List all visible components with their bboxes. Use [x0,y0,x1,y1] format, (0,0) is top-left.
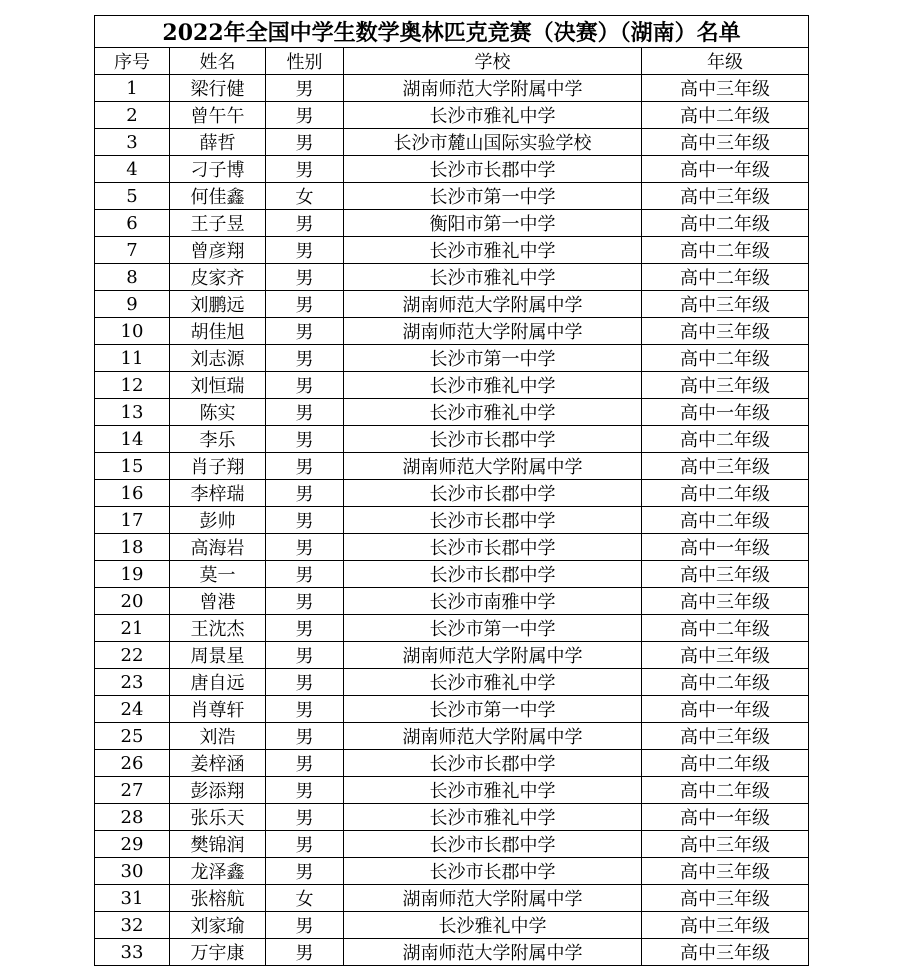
cell-school: 长沙市雅礼中学 [344,237,642,264]
cell-name: 龙泽鑫 [170,858,266,885]
cell-grade: 高中一年级 [642,156,809,183]
table-row [95,588,809,615]
cell-name: 王子昱 [170,210,266,237]
cell-index: 1 [95,75,170,102]
cell-school: 长沙市雅礼中学 [344,372,642,399]
roster-body [95,75,809,966]
cell-grade: 高中三年级 [642,453,809,480]
cell-gender: 男 [266,237,344,264]
table-row [95,453,809,480]
cell-school: 湖南师范大学附属中学 [344,885,642,912]
cell-grade: 高中三年级 [642,912,809,939]
cell-name: 胡佳旭 [170,318,266,345]
cell-gender: 男 [266,75,344,102]
table-row [95,75,809,102]
table-row [95,318,809,345]
cell-index: 26 [95,750,170,777]
table-row [95,129,809,156]
cell-grade: 高中三年级 [642,75,809,102]
cell-school: 湖南师范大学附属中学 [344,75,642,102]
cell-index: 14 [95,426,170,453]
roster-table [94,15,809,966]
cell-grade: 高中二年级 [642,426,809,453]
table-row [95,156,809,183]
cell-index: 27 [95,777,170,804]
cell-school: 长沙市第一中学 [344,696,642,723]
table-title: 2022年全国中学生数学奥林匹克竞赛（决赛）（湖南）名单 [95,16,809,48]
cell-name: 刘家瑜 [170,912,266,939]
header-school: 学校 [344,48,642,75]
cell-index: 4 [95,156,170,183]
cell-index: 8 [95,264,170,291]
cell-index: 16 [95,480,170,507]
cell-school: 长沙市南雅中学 [344,588,642,615]
cell-gender: 男 [266,129,344,156]
cell-gender: 男 [266,588,344,615]
cell-name: 樊锦润 [170,831,266,858]
cell-name: 薛哲 [170,129,266,156]
cell-gender: 男 [266,372,344,399]
table-row [95,102,809,129]
cell-name: 刘浩 [170,723,266,750]
cell-index: 3 [95,129,170,156]
cell-grade: 高中三年级 [642,831,809,858]
cell-gender: 男 [266,291,344,318]
cell-index: 10 [95,318,170,345]
cell-grade: 高中三年级 [642,372,809,399]
cell-school: 湖南师范大学附属中学 [344,723,642,750]
cell-name: 何佳鑫 [170,183,266,210]
header-name: 姓名 [170,48,266,75]
table-row [95,777,809,804]
cell-gender: 男 [266,480,344,507]
table-row [95,831,809,858]
cell-gender: 男 [266,156,344,183]
cell-grade: 高中二年级 [642,777,809,804]
table-row [95,750,809,777]
cell-index: 5 [95,183,170,210]
cell-grade: 高中二年级 [642,237,809,264]
cell-gender: 男 [266,777,344,804]
table-row [95,723,809,750]
table-row [95,615,809,642]
cell-gender: 男 [266,561,344,588]
cell-gender: 男 [266,615,344,642]
cell-name: 刘鹏远 [170,291,266,318]
cell-grade: 高中二年级 [642,507,809,534]
cell-grade: 高中三年级 [642,588,809,615]
cell-gender: 男 [266,912,344,939]
cell-index: 29 [95,831,170,858]
cell-grade: 高中二年级 [642,615,809,642]
cell-index: 2 [95,102,170,129]
cell-school: 长沙市长郡中学 [344,858,642,885]
cell-name: 皮家齐 [170,264,266,291]
cell-grade: 高中三年级 [642,723,809,750]
cell-gender: 男 [266,939,344,966]
cell-gender: 男 [266,696,344,723]
cell-grade: 高中三年级 [642,318,809,345]
cell-school: 湖南师范大学附属中学 [344,642,642,669]
cell-name: 莫一 [170,561,266,588]
cell-gender: 男 [266,102,344,129]
cell-name: 刘恒瑞 [170,372,266,399]
cell-school: 长沙市第一中学 [344,183,642,210]
table-row [95,345,809,372]
cell-school: 长沙市雅礼中学 [344,669,642,696]
cell-school: 湖南师范大学附属中学 [344,318,642,345]
cell-grade: 高中三年级 [642,939,809,966]
table-row [95,183,809,210]
cell-school: 长沙市第一中学 [344,345,642,372]
cell-name: 张乐天 [170,804,266,831]
cell-grade: 高中二年级 [642,750,809,777]
cell-gender: 女 [266,885,344,912]
cell-grade: 高中三年级 [642,858,809,885]
cell-gender: 男 [266,399,344,426]
cell-name: 张榕航 [170,885,266,912]
cell-school: 湖南师范大学附属中学 [344,939,642,966]
cell-school: 湖南师范大学附属中学 [344,453,642,480]
cell-grade: 高中二年级 [642,264,809,291]
cell-gender: 男 [266,642,344,669]
cell-school: 长沙市雅礼中学 [344,264,642,291]
cell-gender: 男 [266,507,344,534]
cell-name: 唐自远 [170,669,266,696]
table-row [95,858,809,885]
cell-school: 长沙市长郡中学 [344,156,642,183]
cell-index: 18 [95,534,170,561]
cell-gender: 男 [266,669,344,696]
table-row [95,372,809,399]
cell-school: 长沙市长郡中学 [344,507,642,534]
header-row [95,48,809,75]
cell-grade: 高中三年级 [642,885,809,912]
cell-school: 长沙市长郡中学 [344,561,642,588]
cell-grade: 高中二年级 [642,102,809,129]
cell-index: 12 [95,372,170,399]
cell-gender: 男 [266,534,344,561]
cell-name: 陈实 [170,399,266,426]
cell-name: 刘志源 [170,345,266,372]
cell-name: 刁子博 [170,156,266,183]
cell-grade: 高中一年级 [642,804,809,831]
cell-grade: 高中二年级 [642,210,809,237]
cell-grade: 高中三年级 [642,291,809,318]
cell-index: 19 [95,561,170,588]
cell-name: 王沈杰 [170,615,266,642]
cell-index: 9 [95,291,170,318]
cell-gender: 男 [266,723,344,750]
cell-gender: 男 [266,264,344,291]
table-row [95,696,809,723]
cell-gender: 男 [266,345,344,372]
table-row [95,885,809,912]
cell-index: 30 [95,858,170,885]
cell-grade: 高中三年级 [642,129,809,156]
header-grade: 年级 [642,48,809,75]
cell-school: 长沙市雅礼中学 [344,777,642,804]
cell-gender: 男 [266,318,344,345]
cell-grade: 高中三年级 [642,561,809,588]
cell-gender: 男 [266,426,344,453]
cell-grade: 高中二年级 [642,480,809,507]
cell-index: 21 [95,615,170,642]
cell-name: 曾港 [170,588,266,615]
cell-grade: 高中二年级 [642,669,809,696]
cell-gender: 男 [266,453,344,480]
table-row [95,939,809,966]
cell-index: 15 [95,453,170,480]
cell-name: 肖尊轩 [170,696,266,723]
table-row [95,507,809,534]
cell-grade: 高中三年级 [642,642,809,669]
cell-name: 李乐 [170,426,266,453]
cell-name: 姜梓涵 [170,750,266,777]
cell-grade: 高中三年级 [642,183,809,210]
cell-school: 长沙市长郡中学 [344,750,642,777]
table-row [95,912,809,939]
cell-school: 衡阳市第一中学 [344,210,642,237]
cell-index: 23 [95,669,170,696]
cell-name: 周景星 [170,642,266,669]
cell-index: 11 [95,345,170,372]
table-row [95,237,809,264]
cell-school: 长沙市雅礼中学 [344,399,642,426]
header-index: 序号 [95,48,170,75]
table-row [95,804,809,831]
cell-index: 6 [95,210,170,237]
cell-name: 肖子翔 [170,453,266,480]
cell-index: 22 [95,642,170,669]
cell-index: 31 [95,885,170,912]
cell-name: 梁行健 [170,75,266,102]
cell-name: 彭添翔 [170,777,266,804]
cell-index: 13 [95,399,170,426]
cell-grade: 高中二年级 [642,345,809,372]
table-row [95,642,809,669]
cell-gender: 男 [266,858,344,885]
cell-name: 曾午午 [170,102,266,129]
cell-index: 17 [95,507,170,534]
cell-school: 长沙市麓山国际实验学校 [344,129,642,156]
cell-school: 长沙市长郡中学 [344,480,642,507]
cell-name: 李梓瑞 [170,480,266,507]
cell-school: 长沙市长郡中学 [344,534,642,561]
cell-school: 湖南师范大学附属中学 [344,291,642,318]
table-row [95,210,809,237]
cell-grade: 高中一年级 [642,399,809,426]
header-gender: 性别 [266,48,344,75]
table-row [95,480,809,507]
cell-index: 32 [95,912,170,939]
cell-gender: 男 [266,804,344,831]
cell-school: 长沙雅礼中学 [344,912,642,939]
cell-school: 长沙市雅礼中学 [344,102,642,129]
table-row [95,426,809,453]
table-row [95,534,809,561]
cell-index: 28 [95,804,170,831]
cell-name: 曾彦翔 [170,237,266,264]
title-row [95,16,809,48]
cell-grade: 高中一年级 [642,534,809,561]
cell-name: 万宇康 [170,939,266,966]
cell-gender: 男 [266,750,344,777]
cell-gender: 女 [266,183,344,210]
table-row [95,399,809,426]
cell-name: 高海岩 [170,534,266,561]
cell-index: 20 [95,588,170,615]
table-row [95,561,809,588]
cell-school: 长沙市长郡中学 [344,831,642,858]
cell-index: 33 [95,939,170,966]
cell-index: 7 [95,237,170,264]
table-row [95,264,809,291]
cell-grade: 高中一年级 [642,696,809,723]
cell-school: 长沙市雅礼中学 [344,804,642,831]
cell-school: 长沙市长郡中学 [344,426,642,453]
cell-gender: 男 [266,831,344,858]
table-row [95,669,809,696]
cell-name: 彭帅 [170,507,266,534]
cell-gender: 男 [266,210,344,237]
cell-index: 24 [95,696,170,723]
table-row [95,291,809,318]
cell-index: 25 [95,723,170,750]
cell-school: 长沙市第一中学 [344,615,642,642]
